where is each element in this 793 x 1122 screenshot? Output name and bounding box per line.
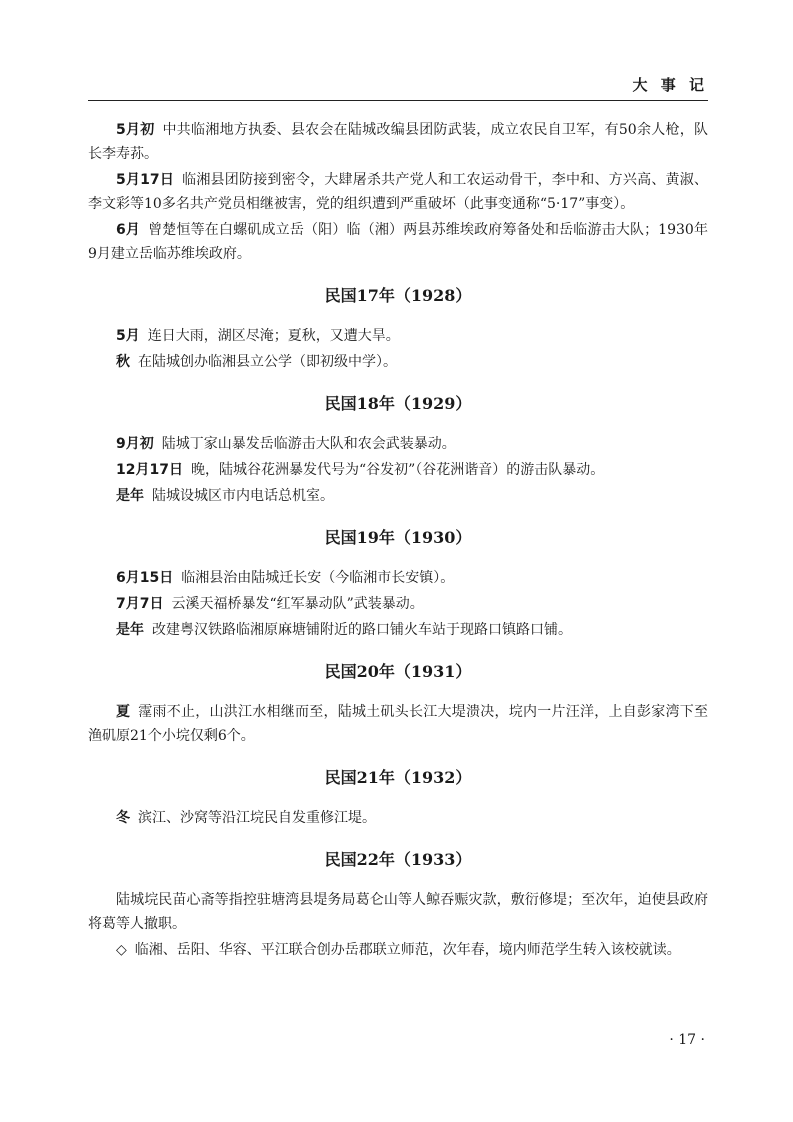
- year-heading: 民国20年（1931）: [324, 662, 472, 681]
- chronicle-entry: [88, 324, 708, 348]
- running-header: [88, 72, 708, 101]
- entry-date: 是年: [116, 622, 144, 638]
- entry-date: 6月15日: [116, 570, 174, 586]
- year-heading: 民国21年（1932）: [324, 768, 472, 787]
- chronicle-entry: [88, 168, 708, 216]
- chronicle-entry: [88, 118, 708, 166]
- chronicle-entry: [88, 350, 708, 374]
- year-heading: 民国18年（1929）: [324, 394, 472, 413]
- entry-text: 曾楚恒等在白螺矶成立岳（阳）临（湘）两县苏维埃政府筹备处和岳临游击大队；1930年9月建立岳临苏维埃政府。: [88, 222, 708, 262]
- chronicle-entry: [88, 484, 708, 508]
- entry-text: 陆城丁家山暴发岳临游击大队和农会武装暴动。: [161, 436, 456, 452]
- chronicle-entry: [88, 888, 708, 936]
- entry-date: 5月17日: [116, 172, 175, 188]
- entry-text: 晚，陆城谷花洲暴发代号为“谷发初”（谷花洲谐音）的游击队暴动。: [190, 462, 605, 478]
- entry-text: 霪雨不止，山洪江水相继而至，陆城土矶头长江大堤溃决，垸内一片汪洋，上自彭家湾下至渔矶原21个小垸仅剩6个。: [88, 704, 708, 744]
- chronicle-entry: [88, 618, 708, 642]
- entry-date: 12月17日: [116, 462, 183, 478]
- page-number: · 17 ·: [669, 1032, 705, 1048]
- entry-text: 临湘县治由陆城迁长安（今临湘市长安镇）。: [181, 570, 455, 586]
- entry-text: 陆城垸民苗心斋等指控驻塘湾县堤务局葛仑山等人鲸吞赈灾款，敷衍修堤；至次年，迫使县政府将葛等人撤职。: [88, 892, 708, 932]
- chronicle-entry: [88, 938, 708, 962]
- entry-date: 7月7日: [116, 596, 164, 612]
- entry-date: 5月: [116, 328, 140, 344]
- entry-date: 夏: [116, 704, 131, 720]
- entry-text: 临湘、岳阳、华容、平江联合创办岳郡联立师范，次年春，境内师范学生转入该校就读。: [134, 942, 681, 958]
- entry-text: 中共临湘地方执委、县农会在陆城改编县团防武装，成立农民自卫军，有50余人枪，队长李寿荪。: [88, 122, 708, 162]
- entry-text: 改建粤汉铁路临湘原麻塘铺附近的路口铺火车站于现路口镇路口铺。: [152, 622, 572, 638]
- entry-text: 临湘县团防接到密令，大肆屠杀共产党人和工农运动骨干，李中和、方兴高、黄淑、李文彩等10多名共产党员相继被害，党的组织遭到严重破坏（此事变通称“5·17”事变）。: [88, 172, 708, 212]
- entry-date: 5月初: [116, 122, 155, 138]
- entry-date: 6月: [116, 222, 141, 238]
- entry-date: 是年: [116, 488, 144, 504]
- chronicle-entry: [88, 700, 708, 748]
- entry-text: 云溪天福桥暴发“红军暴动队”武装暴动。: [171, 596, 424, 612]
- entry-text: 陆城设城区市内电话总机室。: [152, 488, 334, 504]
- year-heading: 民国22年（1933）: [324, 850, 472, 869]
- entry-text: 滨江、沙窝等沿江垸民自发重修江堤。: [138, 810, 376, 826]
- chronicle-entry: [88, 432, 708, 456]
- entry-text: 连日大雨，湖区尽淹；夏秋，又遭大旱。: [147, 328, 400, 344]
- entry-date: 秋: [116, 354, 130, 370]
- entry-date: 9月初: [116, 436, 154, 452]
- year-heading: 民国17年（1928）: [324, 286, 472, 305]
- chronicle-entry: [88, 806, 708, 830]
- chronicle-entry: [88, 592, 708, 616]
- chronicle-entry: [88, 218, 708, 266]
- year-heading: 民国19年（1930）: [324, 528, 472, 547]
- entry-text: 在陆城创办临湘县立公学（即初级中学）。: [138, 354, 397, 370]
- chronicle-entry: [88, 566, 708, 590]
- header-title: 大 事 记: [632, 76, 708, 94]
- chronicle-entry: [88, 458, 708, 482]
- chronicle-body: [88, 118, 708, 964]
- diamond-bullet-icon: ◇: [116, 942, 127, 958]
- entry-date: 冬: [116, 810, 130, 826]
